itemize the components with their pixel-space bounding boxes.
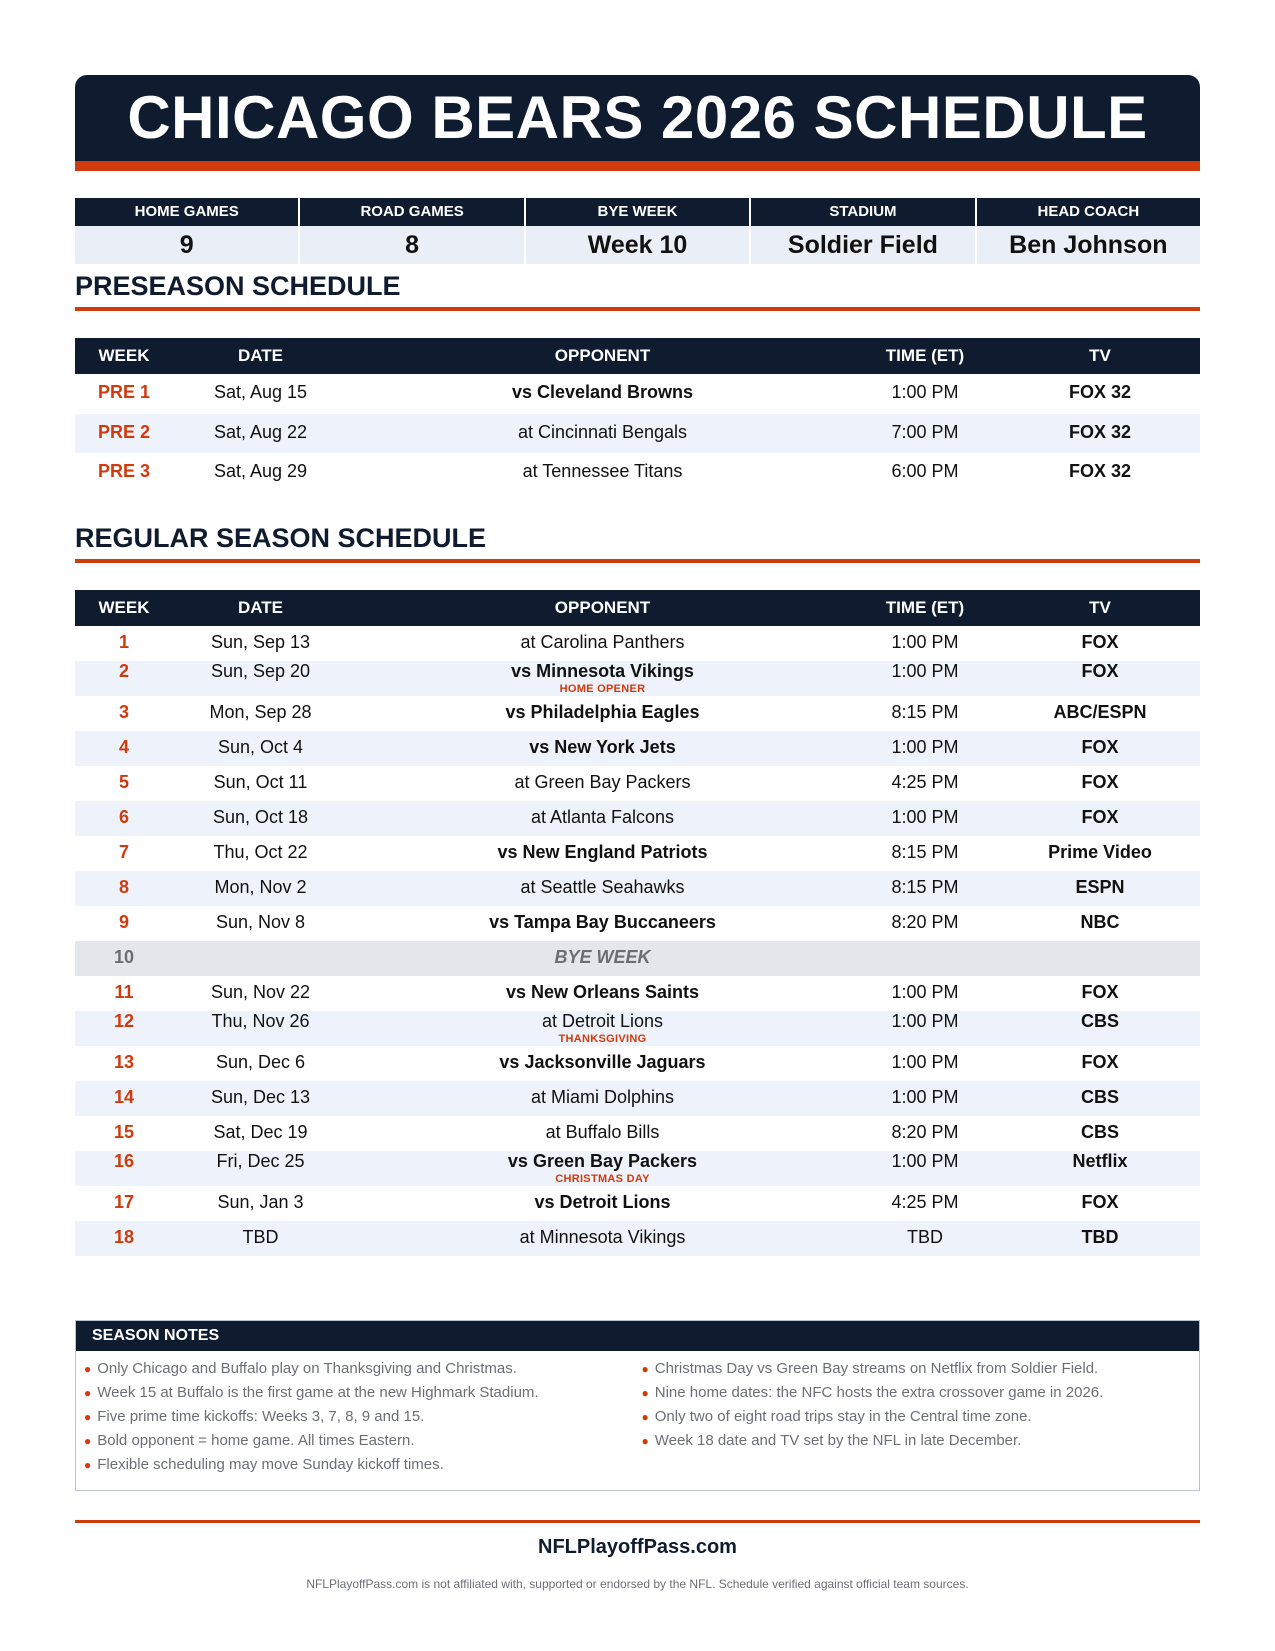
tv-cell: FOX 32	[1068, 382, 1132, 402]
date-cell: Sun, Sep 20	[210, 661, 311, 681]
regular-season-rule	[75, 559, 1200, 563]
game-row	[75, 1221, 1200, 1256]
footer-disclaimer: NFLPlayoffPass.com is not affiliated with, supported or endorsed by the NFL. Schedule verified against official team sources.	[306, 1577, 969, 1591]
opponent-cell	[415, 947, 790, 968]
week-cell: 5	[118, 772, 129, 792]
col-time: TIME (ET)	[885, 598, 965, 617]
opponent-cell	[415, 1052, 790, 1073]
week-cell: 7	[118, 842, 129, 862]
time-cell: 1:00 PM	[891, 982, 959, 1002]
opponent-name: at Tennessee Titans	[522, 461, 683, 481]
opponent-name: at Minnesota Vikings	[519, 1227, 686, 1247]
time-cell: 7:00 PM	[891, 421, 959, 442]
tv-cell: FOX 32	[1068, 421, 1132, 442]
notes-right-column	[642, 1357, 1200, 1477]
date-cell: Sat, Aug 22	[213, 421, 308, 442]
opponent-name: vs New Orleans Saints	[505, 982, 700, 1002]
date-cell: Sun, Oct 11	[213, 772, 308, 792]
col-week: WEEK	[98, 346, 150, 365]
time-cell: 1:00 PM	[891, 661, 959, 681]
time-cell: 1:00 PM	[891, 807, 959, 827]
col-tv: TV	[1089, 346, 1111, 365]
week-cell: 16	[113, 1151, 135, 1171]
game-row	[75, 766, 1200, 801]
opponent-name: vs Philadelphia Eagles	[505, 702, 700, 722]
tv-cell: FOX	[1081, 1192, 1119, 1212]
bullet-icon: ●	[84, 1434, 92, 1448]
week-cell: PRE 3	[97, 461, 151, 481]
bye-week-row	[75, 941, 1200, 976]
game-row	[75, 871, 1200, 906]
stat-home-games	[75, 198, 298, 264]
week-cell: 18	[113, 1227, 135, 1247]
week-cell: 2	[118, 661, 129, 681]
tv-cell: FOX	[1081, 661, 1119, 681]
opponent-cell	[415, 772, 790, 793]
note-item	[642, 1405, 1200, 1429]
banner-stripe	[75, 161, 1200, 171]
date-cell: Sat, Dec 19	[213, 1122, 308, 1142]
note-item	[84, 1381, 642, 1405]
date-cell: Sun, Dec 6	[215, 1052, 306, 1072]
week-cell: 13	[113, 1052, 135, 1072]
opponent-name: vs Detroit Lions	[534, 1192, 671, 1212]
regular-season-body	[75, 626, 1200, 1256]
week-cell: PRE 1	[97, 382, 151, 402]
opponent-cell	[415, 1087, 790, 1108]
bullet-icon: ●	[641, 1434, 649, 1448]
bullet-icon: ●	[84, 1458, 92, 1472]
week-cell: 15	[113, 1122, 135, 1142]
footer-site-link[interactable]: NFLPlayoffPass.com	[538, 1536, 737, 1558]
game-row	[75, 696, 1200, 731]
note-item	[84, 1453, 642, 1477]
opponent-cell	[415, 1151, 790, 1185]
opponent-cell	[415, 842, 790, 863]
stat-label: ROAD GAMES	[300, 198, 523, 226]
week-cell: 17	[113, 1192, 135, 1212]
footer-rule	[75, 1520, 1200, 1523]
opponent-name: at Cincinnati Bengals	[517, 421, 688, 442]
time-cell: 1:00 PM	[891, 1011, 959, 1031]
table-header	[75, 338, 1200, 374]
tv-cell: CBS	[1080, 1087, 1119, 1107]
date-cell: Fri, Dec 25	[216, 1151, 305, 1171]
tv-cell: FOX	[1081, 982, 1119, 1002]
week-cell: 8	[118, 877, 129, 897]
game-row	[75, 453, 1200, 493]
tv-cell: FOX	[1081, 772, 1119, 792]
opponent-name: at Atlanta Falcons	[530, 807, 675, 827]
stat-label: HEAD COACH	[977, 198, 1200, 226]
opponent-name: at Green Bay Packers	[514, 772, 691, 792]
opponent-cell	[415, 1122, 790, 1143]
note-text: Bold opponent = home game. All times Eastern.	[97, 1432, 415, 1449]
stat-value: Week 10	[526, 226, 749, 264]
game-row	[75, 374, 1200, 414]
time-cell: 8:15 PM	[891, 842, 959, 862]
time-cell: 8:15 PM	[891, 877, 959, 897]
game-row	[75, 1116, 1200, 1151]
date-cell: Sat, Aug 29	[213, 461, 308, 481]
time-cell: 8:20 PM	[891, 912, 959, 932]
notes-heading: SEASON NOTES	[76, 1321, 1199, 1351]
note-text: Only Chicago and Buffalo play on Thanksgiving and Christmas.	[97, 1360, 517, 1377]
game-tag: THANKSGIVING	[558, 1033, 647, 1045]
opponent-name: vs Green Bay Packers	[507, 1151, 698, 1171]
note-text: Christmas Day vs Green Bay streams on Netflix from Soldier Field.	[654, 1360, 1099, 1377]
week-cell: 4	[118, 737, 129, 757]
game-row	[75, 1186, 1200, 1221]
time-cell: 4:25 PM	[891, 1192, 959, 1212]
game-row	[75, 661, 1200, 696]
game-row	[75, 1081, 1200, 1116]
week-cell: 10	[113, 947, 135, 967]
col-opponent: OPPONENT	[554, 598, 651, 617]
date-cell: Sun, Oct 18	[212, 807, 309, 827]
opponent-cell	[415, 632, 790, 653]
tv-cell: NBC	[1080, 912, 1120, 932]
table-header	[75, 590, 1200, 626]
title-banner	[75, 75, 1200, 171]
opponent-cell	[415, 912, 790, 933]
note-item	[642, 1429, 1200, 1453]
bullet-icon: ●	[641, 1410, 649, 1424]
week-cell: 3	[118, 702, 129, 722]
week-cell: 12	[113, 1011, 135, 1031]
note-text: Week 15 at Buffalo is the first game at the new Highmark Stadium.	[97, 1384, 539, 1401]
col-week: WEEK	[98, 598, 150, 617]
opponent-cell	[415, 982, 790, 1003]
game-row	[75, 836, 1200, 871]
game-tag: HOME OPENER	[559, 683, 646, 695]
opponent-name: vs Jacksonville Jaguars	[499, 1052, 706, 1072]
game-row	[75, 801, 1200, 836]
bullet-icon: ●	[84, 1362, 92, 1376]
note-text: Week 18 date and TV set by the NFL in late December.	[654, 1432, 1022, 1449]
preseason-rule	[75, 307, 1200, 311]
col-tv: TV	[1089, 598, 1111, 617]
date-cell: Thu, Nov 26	[211, 1011, 310, 1031]
date-cell: Sun, Sep 13	[210, 632, 311, 652]
time-cell: 8:20 PM	[891, 1122, 959, 1142]
date-cell: Sun, Nov 8	[215, 912, 306, 932]
time-cell: 1:00 PM	[891, 1151, 959, 1171]
tv-cell: FOX	[1081, 807, 1119, 827]
opponent-cell	[415, 702, 790, 723]
game-row	[75, 626, 1200, 661]
bullet-icon: ●	[84, 1410, 92, 1424]
opponent-cell	[415, 1227, 790, 1248]
game-row	[75, 976, 1200, 1011]
note-item	[84, 1405, 642, 1429]
stat-stadium	[751, 198, 974, 264]
time-cell: 1:00 PM	[891, 382, 959, 402]
stat-value: 9	[75, 226, 298, 264]
tv-cell: FOX	[1081, 1052, 1119, 1072]
stat-bye-week	[526, 198, 749, 264]
notes-left-column	[84, 1357, 642, 1477]
stat-label: HOME GAMES	[75, 198, 298, 226]
game-row	[75, 906, 1200, 941]
opponent-name: at Detroit Lions	[541, 1011, 664, 1031]
tv-cell: TBD	[1081, 1227, 1119, 1247]
note-item	[84, 1429, 642, 1453]
regular-season-table	[75, 590, 1200, 1256]
stat-road-games	[300, 198, 523, 264]
date-cell: Sun, Jan 3	[217, 1192, 304, 1212]
opponent-cell	[415, 877, 790, 898]
time-cell: 1:00 PM	[891, 632, 959, 652]
opponent-name: at Buffalo Bills	[545, 1122, 660, 1142]
tv-cell: ESPN	[1075, 877, 1125, 897]
week-cell: 1	[118, 632, 129, 652]
opponent-cell	[415, 661, 790, 695]
date-cell: Sun, Oct 4	[217, 737, 304, 757]
week-cell: 6	[118, 807, 129, 827]
game-row	[75, 414, 1200, 454]
col-opponent: OPPONENT	[554, 346, 651, 365]
time-cell: 1:00 PM	[891, 1052, 959, 1072]
week-cell: 11	[114, 982, 134, 1002]
note-item	[84, 1357, 642, 1381]
opponent-name: vs New York Jets	[529, 737, 676, 757]
stats-bar	[75, 198, 1200, 264]
regular-season-heading: REGULAR SEASON SCHEDULE	[75, 523, 487, 553]
game-row	[75, 731, 1200, 766]
date-cell: Mon, Sep 28	[209, 702, 312, 722]
opponent-cell	[415, 422, 790, 443]
preseason-table	[75, 338, 1200, 493]
note-text: Nine home dates: the NFC hosts the extra crossover game in 2026.	[654, 1384, 1104, 1401]
stat-value: 8	[300, 226, 523, 264]
date-cell: Mon, Nov 2	[214, 877, 307, 897]
opponent-name: vs Cleveland Browns	[511, 382, 694, 402]
time-cell: TBD	[907, 1227, 943, 1247]
time-cell: 6:00 PM	[891, 461, 959, 481]
opponent-name: vs Tampa Bay Buccaneers	[489, 912, 716, 932]
note-text: Five prime time kickoffs: Weeks 3, 7, 8, 9 and 15.	[97, 1408, 425, 1425]
bullet-icon: ●	[84, 1386, 92, 1400]
page-title: CHICAGO BEARS 2026 SCHEDULE	[127, 84, 1148, 151]
time-cell: 1:00 PM	[891, 737, 959, 757]
tv-cell: CBS	[1080, 1011, 1119, 1031]
preseason-heading: PRESEASON SCHEDULE	[75, 271, 401, 301]
col-date: DATE	[237, 598, 283, 617]
date-cell: TBD	[242, 1227, 279, 1247]
bullet-icon: ●	[641, 1386, 649, 1400]
stat-label: STADIUM	[751, 198, 974, 226]
opponent-name: at Carolina Panthers	[520, 632, 685, 652]
tv-cell: ABC/ESPN	[1053, 702, 1147, 722]
note-text: Only two of eight road trips stay in the Central time zone.	[654, 1408, 1032, 1425]
preseason-body	[75, 374, 1200, 493]
time-cell: 1:00 PM	[891, 1087, 959, 1107]
note-text: Flexible scheduling may move Sunday kickoff times.	[97, 1456, 444, 1473]
note-item	[642, 1357, 1200, 1381]
week-cell: 14	[113, 1087, 135, 1107]
date-cell: Sat, Aug 15	[213, 382, 308, 402]
opponent-name: BYE WEEK	[554, 947, 651, 967]
opponent-name: vs New England Patriots	[497, 842, 708, 862]
tv-cell: Netflix	[1072, 1151, 1128, 1171]
opponent-cell	[415, 382, 790, 403]
week-cell: PRE 2	[97, 421, 151, 442]
date-cell: Sun, Dec 13	[210, 1087, 311, 1107]
opponent-cell	[415, 1011, 790, 1045]
season-notes	[75, 1320, 1200, 1491]
date-cell: Sun, Nov 22	[210, 982, 311, 1002]
stat-head-coach	[977, 198, 1200, 264]
stat-value: Soldier Field	[751, 226, 974, 264]
opponent-name: at Miami Dolphins	[530, 1087, 675, 1107]
opponent-name: vs Minnesota Vikings	[511, 661, 694, 681]
tv-cell: CBS	[1080, 1122, 1119, 1142]
bullet-icon: ●	[641, 1362, 649, 1376]
date-cell: Thu, Oct 22	[213, 842, 308, 862]
tv-cell: FOX 32	[1068, 461, 1132, 481]
tv-cell: FOX	[1081, 632, 1119, 652]
opponent-name: at Seattle Seahawks	[520, 877, 685, 897]
col-time: TIME (ET)	[885, 346, 965, 365]
opponent-cell	[415, 737, 790, 758]
time-cell: 4:25 PM	[891, 772, 959, 792]
opponent-cell	[415, 461, 790, 482]
game-row	[75, 1046, 1200, 1081]
stat-value: Ben Johnson	[977, 226, 1200, 264]
stat-label: BYE WEEK	[526, 198, 749, 226]
game-row	[75, 1151, 1200, 1186]
tv-cell: Prime Video	[1048, 842, 1152, 862]
time-cell: 8:15 PM	[891, 702, 959, 722]
note-item	[642, 1381, 1200, 1405]
week-cell: 9	[118, 912, 129, 932]
opponent-cell	[415, 807, 790, 828]
opponent-cell	[415, 1192, 790, 1213]
col-date: DATE	[237, 346, 283, 365]
game-tag: CHRISTMAS DAY	[555, 1173, 650, 1185]
game-row	[75, 1011, 1200, 1046]
tv-cell: FOX	[1081, 737, 1119, 757]
